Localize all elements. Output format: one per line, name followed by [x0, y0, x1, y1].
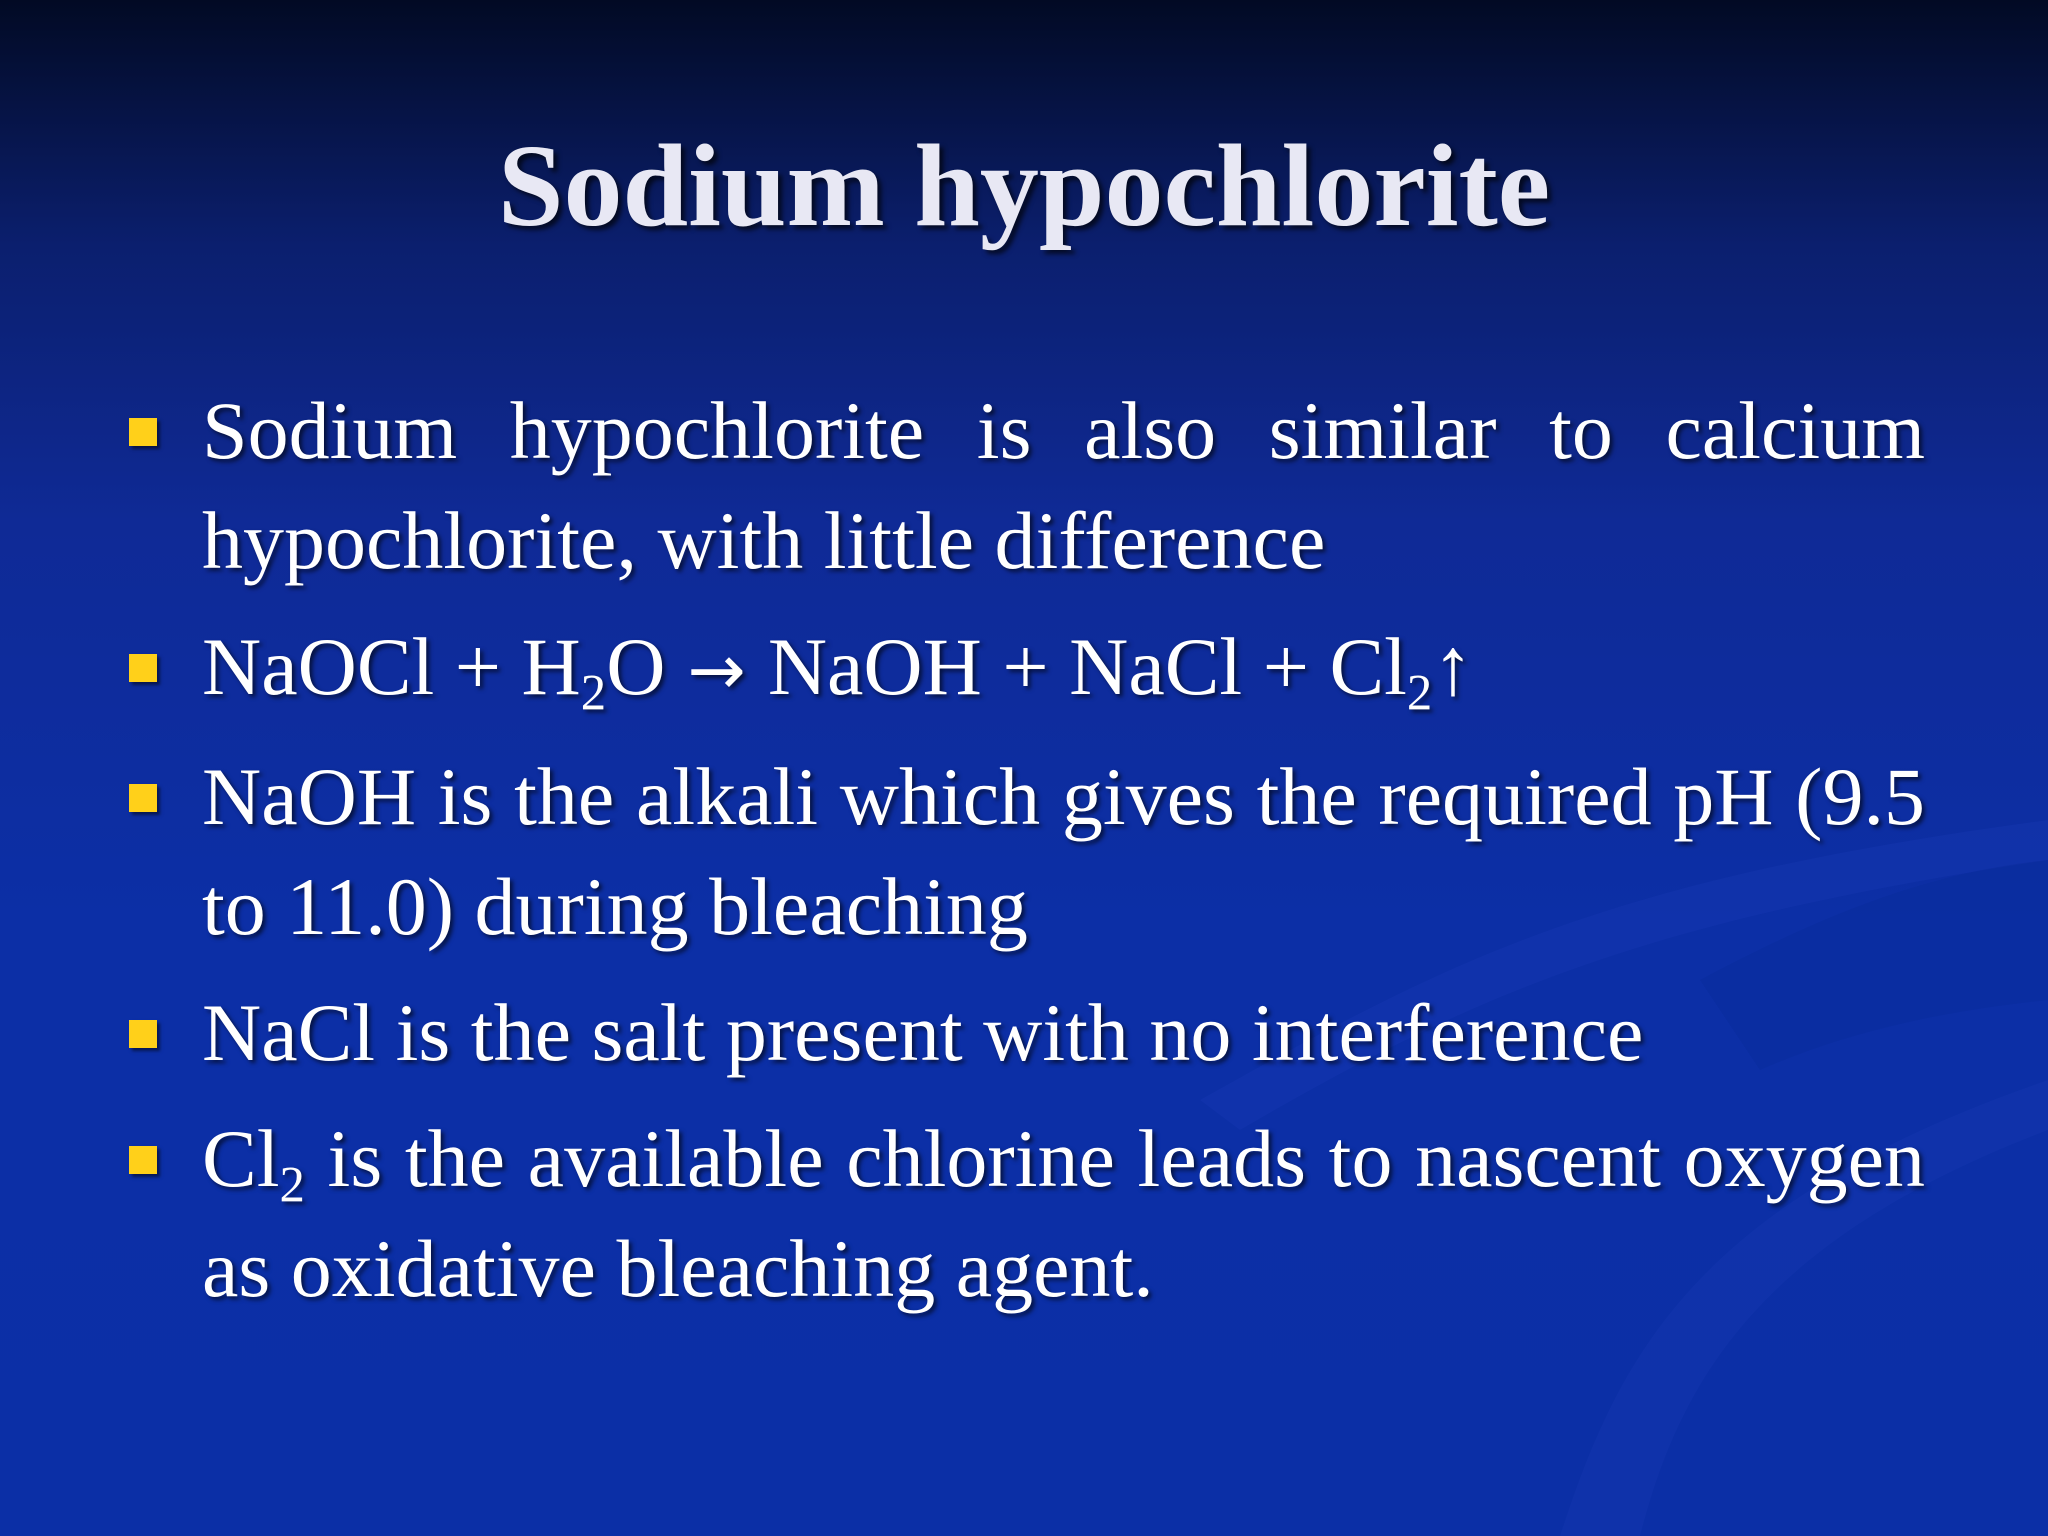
bullet-item-naoh [120, 742, 1925, 962]
slide-title: Sodium hypochlorite [497, 120, 1551, 251]
equation-lhs-part1: NaOCl + H [202, 621, 581, 712]
square-bullet-icon [129, 654, 157, 682]
bullet-text: NaCl is the salt present with no interference [202, 987, 1644, 1078]
square-bullet-icon [129, 784, 157, 812]
bullet-item-similarity [120, 376, 1925, 596]
square-bullet-icon [129, 1020, 157, 1048]
square-bullet-icon [129, 1146, 157, 1174]
chlorine-symbol: Cl [202, 1113, 280, 1204]
square-bullet-icon [129, 418, 157, 446]
bullet-text: is the available chlorine leads to nascent oxygen as oxidative bleaching agent. [202, 1113, 1925, 1314]
bullet-text: Sodium hypochlorite is also similar to calcium hypochlorite, with little difference [202, 385, 1925, 586]
equation-rhs-subscript: 2 [1406, 664, 1433, 721]
bullet-item-chlorine [120, 1104, 1925, 1324]
equation-rhs-part1: NaOH + NaCl + Cl [767, 621, 1407, 712]
bullet-list [120, 376, 1925, 1340]
bullet-text: NaOH is the alkali which gives the required pH (9.5 to 11.0) during bleaching [202, 751, 1925, 952]
equation-lhs-subscript: 2 [580, 664, 607, 721]
gas-evolution-arrow-icon: ↑ [1432, 621, 1474, 712]
bullet-item-equation [120, 612, 1925, 726]
bullet-item-nacl [120, 978, 1925, 1088]
reaction-arrow-icon: → [687, 630, 746, 711]
chlorine-subscript: 2 [279, 1156, 305, 1213]
equation-lhs-part2: O [606, 621, 666, 712]
